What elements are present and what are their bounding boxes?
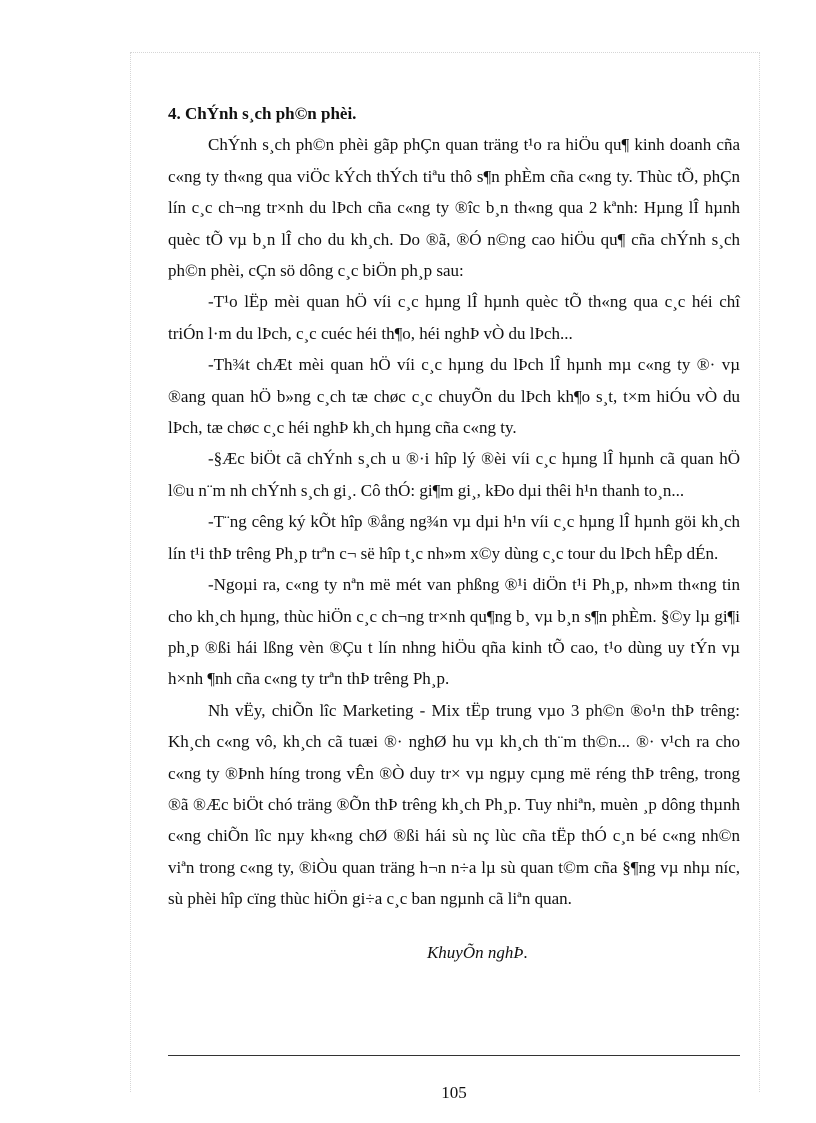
footer-divider <box>168 1055 740 1056</box>
closing-heading: KhuyÕn nghÞ. <box>426 942 528 962</box>
paragraph-measure-2: -Th¾t chÆt mèi quan hÖ víi c¸c hµng du lÞch lÎ hµnh mµ c«ng ty ®· vµ ®ang quan hÖ b»ng c¸ch tæ chøc c¸c chuyÕn du lÞch kh¶o s¸t, t×m hiÓu vÒ du lÞch, tæ chøc c¸c héi nghÞ kh¸ch hµng cña c«ng ty. <box>168 355 740 438</box>
document-body <box>168 96 740 968</box>
paragraph-measure-3: -§Æc biÖt cã chÝnh s¸ch u ®·i hîp lý ®èi víi c¸c hµng lÎ hµnh cã quan hÖ l©u n¨m nh chÝnh s¸ch gi¸. Cô thÓ: gi¶m gi¸, kÐo dµi thêi h¹n thanh to¸n... <box>168 449 740 500</box>
page-number: 105 <box>441 1083 467 1102</box>
paragraph-measure-5: -Ngoµi ra, c«ng ty nªn më mét van phßng ®¹i diÖn t¹i Ph¸p, nh»m th«ng tin cho kh¸ch hµng, thùc hiÖn c¸c ch¬ng tr×nh qu¶ng b¸ vµ b¸n s¶n phÈm. §©y lµ gi¶i ph¸p ®ßi hái lßng vèn ®Çu t lín nhng hiÖu qña kinh tÕ cao, t¹o dùng uy tÝn vµ h×nh ¶nh cña c«ng ty trªn thÞ trêng Ph¸p. <box>168 575 740 689</box>
paragraph-measure-4: -T¨ng cêng ký kÕt hîp ®ång ng¾n vµ dµi h¹n víi c¸c hµng lÎ hµnh göi kh¸ch lín t¹i thÞ trêng Ph¸p trªn c¬ së hîp t¸c nh»m x©y dùng c¸c tour du lÞch hÊp dÉn. <box>168 512 740 563</box>
section-heading: 4. ChÝnh s¸ch ph©n phèi. <box>168 104 357 123</box>
paragraph-conclusion: Nh vËy, chiÕn lîc Marketing - Mix tËp trung vµo 3 ph©n ®o¹n thÞ trêng: Kh¸ch c«ng vô, kh¸ch cã tuæi ®· nghØ hu vµ kh¸ch th¨m th©n... ®· v¹ch ra cho c«ng ty ®Þnh híng trong vÊn ®Ò duy tr× vµ ngµy cµng më réng thÞ trêng, trong ®ã ®Æc biÖt chó träng ®Õn thÞ trêng kh¸ch Ph¸p. Tuy nhiªn, muèn ¸p dông thµnh c«ng chiÕn lîc nµy kh«ng chØ ®ßi hái sù nç lùc cña tËp thÓ c¸n bé c«ng nh©n viªn trong c«ng ty, ®iÒu quan träng h¬n n÷a lµ sù quan t©m cña §¶ng vµ nhµ níc, sù phèi hîp cïng thùc hiÖn gi÷a c¸c ban ngµnh cã liªn quan. <box>168 700 740 909</box>
paragraph-measure-1: -T¹o lËp mèi quan hÖ víi c¸c hµng lÎ hµnh quèc tÕ th«ng qua c¸c héi chî triÓn l·m du lÞch, c¸c cuéc héi th¶o, héi nghÞ vÒ du lÞch... <box>168 292 740 343</box>
paragraph-intro: ChÝnh s¸ch ph©n phèi gãp phÇn quan träng t¹o ra hiÖu qu¶ kinh doanh cña c«ng ty th«ng qua viÖc kÝch thÝch tiªu thô s¶n phÈm cña c«ng ty. Thùc tÕ, phÇn lín c¸c ch¬ng tr×nh du lÞch cña c«ng ty ®îc b¸n th«ng qua 2 kªnh: Hµng lÎ hµnh quèc tÕ vµ b¸n lÎ cho du kh¸ch. Do ®ã, ®Ó n©ng cao hiÖu qu¶ cña chÝnh s¸ch ph©n phèi, cÇn sö dông c¸c biÖn ph¸p sau: <box>168 135 740 281</box>
